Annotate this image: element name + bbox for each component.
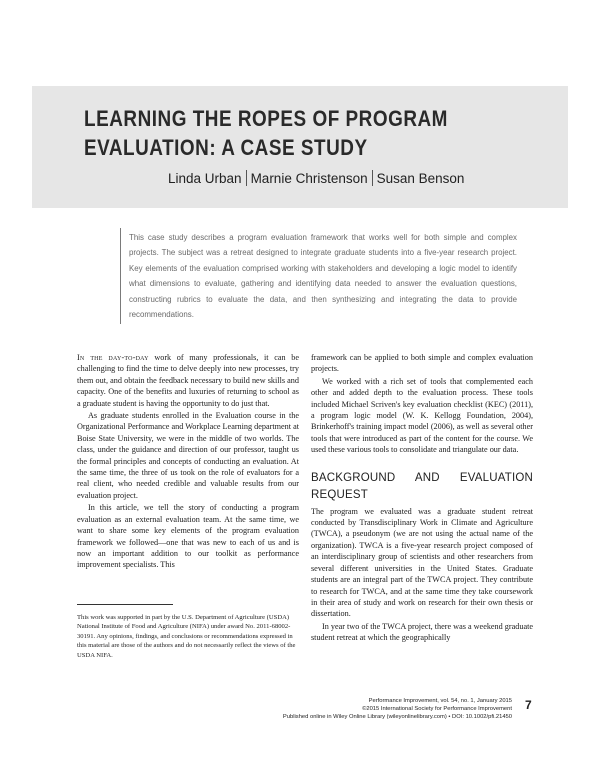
page-number: 7 [525,698,532,712]
body-paragraph: The program we evaluated was a graduate student retreat conducted by Transdisciplinary Work in Climate and Agriculture (TWCA), a pseudonym (we are not using the actual name of the organization). TWCA is a five-year research project composed of an interdisciplinary group of scientists and other researchers from several different universities in the United States. Graduate students are an integral part of the TWCA project. They contribute to research for TWCA, and at the same time they take coursework in their area of study and work on research for their own thesis or dissertation. [311,506,533,619]
body-paragraph: We worked with a rich set of tools that complemented each other and added depth to the evaluation process. These tools included Michael Scriven's key evaluation checklist (KEC) (2011), a program logic model (W. K. Kellogg Foundation, 2004), Brinkerhoff's training impact model (2006), as well as several other tools that were introduced as part of the content for the course. We used these various tools to consolidate and triangulate our data. [311,376,533,455]
author-name: Susan Benson [376,171,465,186]
body-column-right [311,352,533,644]
body-paragraph: In year two of the TWCA project, there was a weekend graduate student retreat at which the geographically [311,621,533,643]
paragraph-lead: In the day-to-day [77,353,149,362]
author-separator [372,170,373,186]
footnote: This work was supported in part by the U.S. Department of Agriculture (USDA) National Institute of Food and Agriculture (NIFA) under award No. 2011-68002-30191. Any opinions, findings, and conclusions or recommendations expressed in this material are those of the authors and do not necessarily reflect the views of the USDA NIFA. [77,614,296,659]
body-column-left [77,352,299,571]
body-paragraph: framework can be applied to both simple and complex evaluation projects. [311,353,533,374]
copyright-notice: ©2015 International Society for Performance Improvement [362,705,512,712]
author-list [168,170,464,186]
section-heading: BACKGROUND AND EVALUATION REQUEST [311,471,533,501]
author-name: Linda Urban [168,171,242,186]
body-paragraph: As graduate students enrolled in the Evaluation course in the Organizational Performance and Workplace Learning department at Boise State University, we were in the middle of two worlds. The class, under the guidance and direction of our professor, taught us the formal principles and concepts of conducting an evaluation. At the same time, the three of us took on the role of evaluators for a real client, who needed credible and valuable results from our evaluation project. [77,411,299,500]
body-paragraph: In this article, we tell the story of conducting a program evaluation as an external evaluation team. At the same time, we want to share some key elements of the program evaluation framework we followed—one that was new to each of us and is now an important addition to our toolkit as performance improvement specialists. This [77,503,299,570]
online-doi: Published online in Wiley Online Library (wileyonlinelibrary.com) • DOI: 10.1002/pfi.21450 [282,713,512,720]
paragraph-text: work of many professionals, it can be challenging to find the time to delve deeply into new processes, try them out, and obtain the feedback necessary to build new skills and capacity. One of the benefits and luxuries of returning to school as a graduate student is having the opportunity to do just that. [77,353,299,408]
author-separator [246,170,247,186]
footnote-rule [77,604,173,605]
journal-citation: Performance Improvement, vol. 54, no. 1, January 2015 [368,698,512,704]
body-paragraph [77,352,299,409]
page-footer [192,698,512,721]
abstract-rule [120,228,121,324]
article-title: LEARNING THE ROPES OF PROGRAM EVALUATION: A CASE STUDY [84,106,448,160]
author-name: Marnie Christenson [250,171,368,186]
abstract: This case study describes a program evaluation framework that works well for both simple and complex projects. The subject was a retreat designed to integrate graduate students into a five-year research project. Key elements of the evaluation comprised working with stakeholders and developing a logic model to identify what dimensions to evaluate, gathering and identifying data needed to answer the evaluation questions, constructing rubrics to evaluate the data, and then synthesizing and integrating the data to provide recommendations. [129,233,517,320]
